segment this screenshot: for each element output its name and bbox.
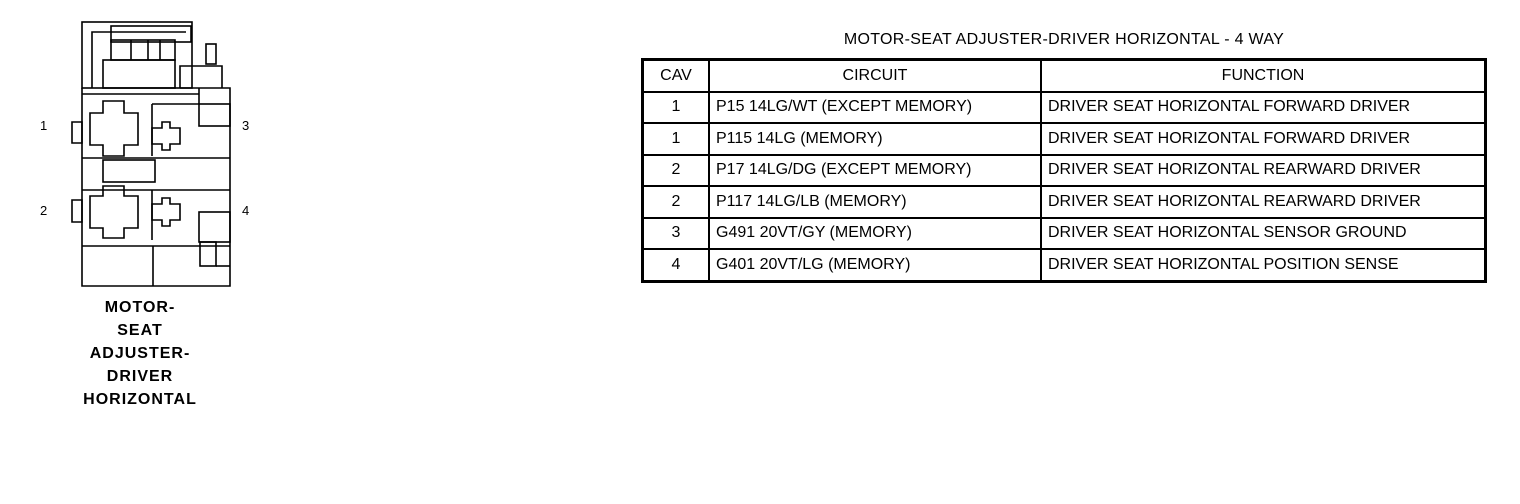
pin-label-1: 1 bbox=[40, 118, 48, 133]
pinout-table bbox=[641, 58, 1487, 283]
cell-function: DRIVER SEAT HORIZONTAL REARWARD DRIVER bbox=[1041, 155, 1486, 187]
cell-circuit: P15 14LG/WT (EXCEPT MEMORY) bbox=[709, 92, 1041, 124]
cell-cav: 3 bbox=[643, 218, 710, 250]
table-row bbox=[643, 155, 1486, 187]
cell-cav: 2 bbox=[643, 186, 710, 218]
cell-circuit: P115 14LG (MEMORY) bbox=[709, 123, 1041, 155]
table-row bbox=[643, 92, 1486, 124]
header-circuit: CIRCUIT bbox=[709, 60, 1041, 92]
cell-function: DRIVER SEAT HORIZONTAL FORWARD DRIVER bbox=[1041, 123, 1486, 155]
table-row bbox=[643, 218, 1486, 250]
pin-label-4: 4 bbox=[242, 203, 250, 218]
cell-function: DRIVER SEAT HORIZONTAL POSITION SENSE bbox=[1041, 249, 1486, 281]
cell-circuit: P117 14LG/LB (MEMORY) bbox=[709, 186, 1041, 218]
cell-cav: 4 bbox=[643, 249, 710, 281]
pin-label-2: 2 bbox=[40, 203, 48, 218]
connector-name-line: HORIZONTAL bbox=[83, 391, 197, 408]
cell-cav: 2 bbox=[643, 155, 710, 187]
cell-function: DRIVER SEAT HORIZONTAL REARWARD DRIVER bbox=[1041, 186, 1486, 218]
cell-circuit: G401 20VT/LG (MEMORY) bbox=[709, 249, 1041, 281]
connector-face-diagram bbox=[0, 0, 300, 300]
connector-name-line: DRIVER bbox=[106, 368, 174, 385]
table-header-row bbox=[643, 60, 1486, 92]
cell-circuit: P17 14LG/DG (EXCEPT MEMORY) bbox=[709, 155, 1041, 187]
header-cav: CAV bbox=[643, 60, 710, 92]
table-title: MOTOR-SEAT ADJUSTER-DRIVER HORIZONTAL - 4 WAY bbox=[843, 31, 1285, 48]
connector-name-caption bbox=[60, 296, 220, 411]
cell-cav: 1 bbox=[643, 92, 710, 124]
table-row bbox=[643, 186, 1486, 218]
cell-function: DRIVER SEAT HORIZONTAL FORWARD DRIVER bbox=[1041, 92, 1486, 124]
pin-label-3: 3 bbox=[242, 118, 250, 133]
cell-function: DRIVER SEAT HORIZONTAL SENSOR GROUND bbox=[1041, 218, 1486, 250]
cell-circuit: G491 20VT/GY (MEMORY) bbox=[709, 218, 1041, 250]
connector-name-line: ADJUSTER- bbox=[89, 345, 191, 362]
connector-name-line: MOTOR- bbox=[104, 299, 176, 316]
table-row bbox=[643, 123, 1486, 155]
cell-cav: 1 bbox=[643, 123, 710, 155]
connector-name-line: SEAT bbox=[117, 322, 163, 339]
table-row bbox=[643, 249, 1486, 281]
header-function: FUNCTION bbox=[1041, 60, 1486, 92]
